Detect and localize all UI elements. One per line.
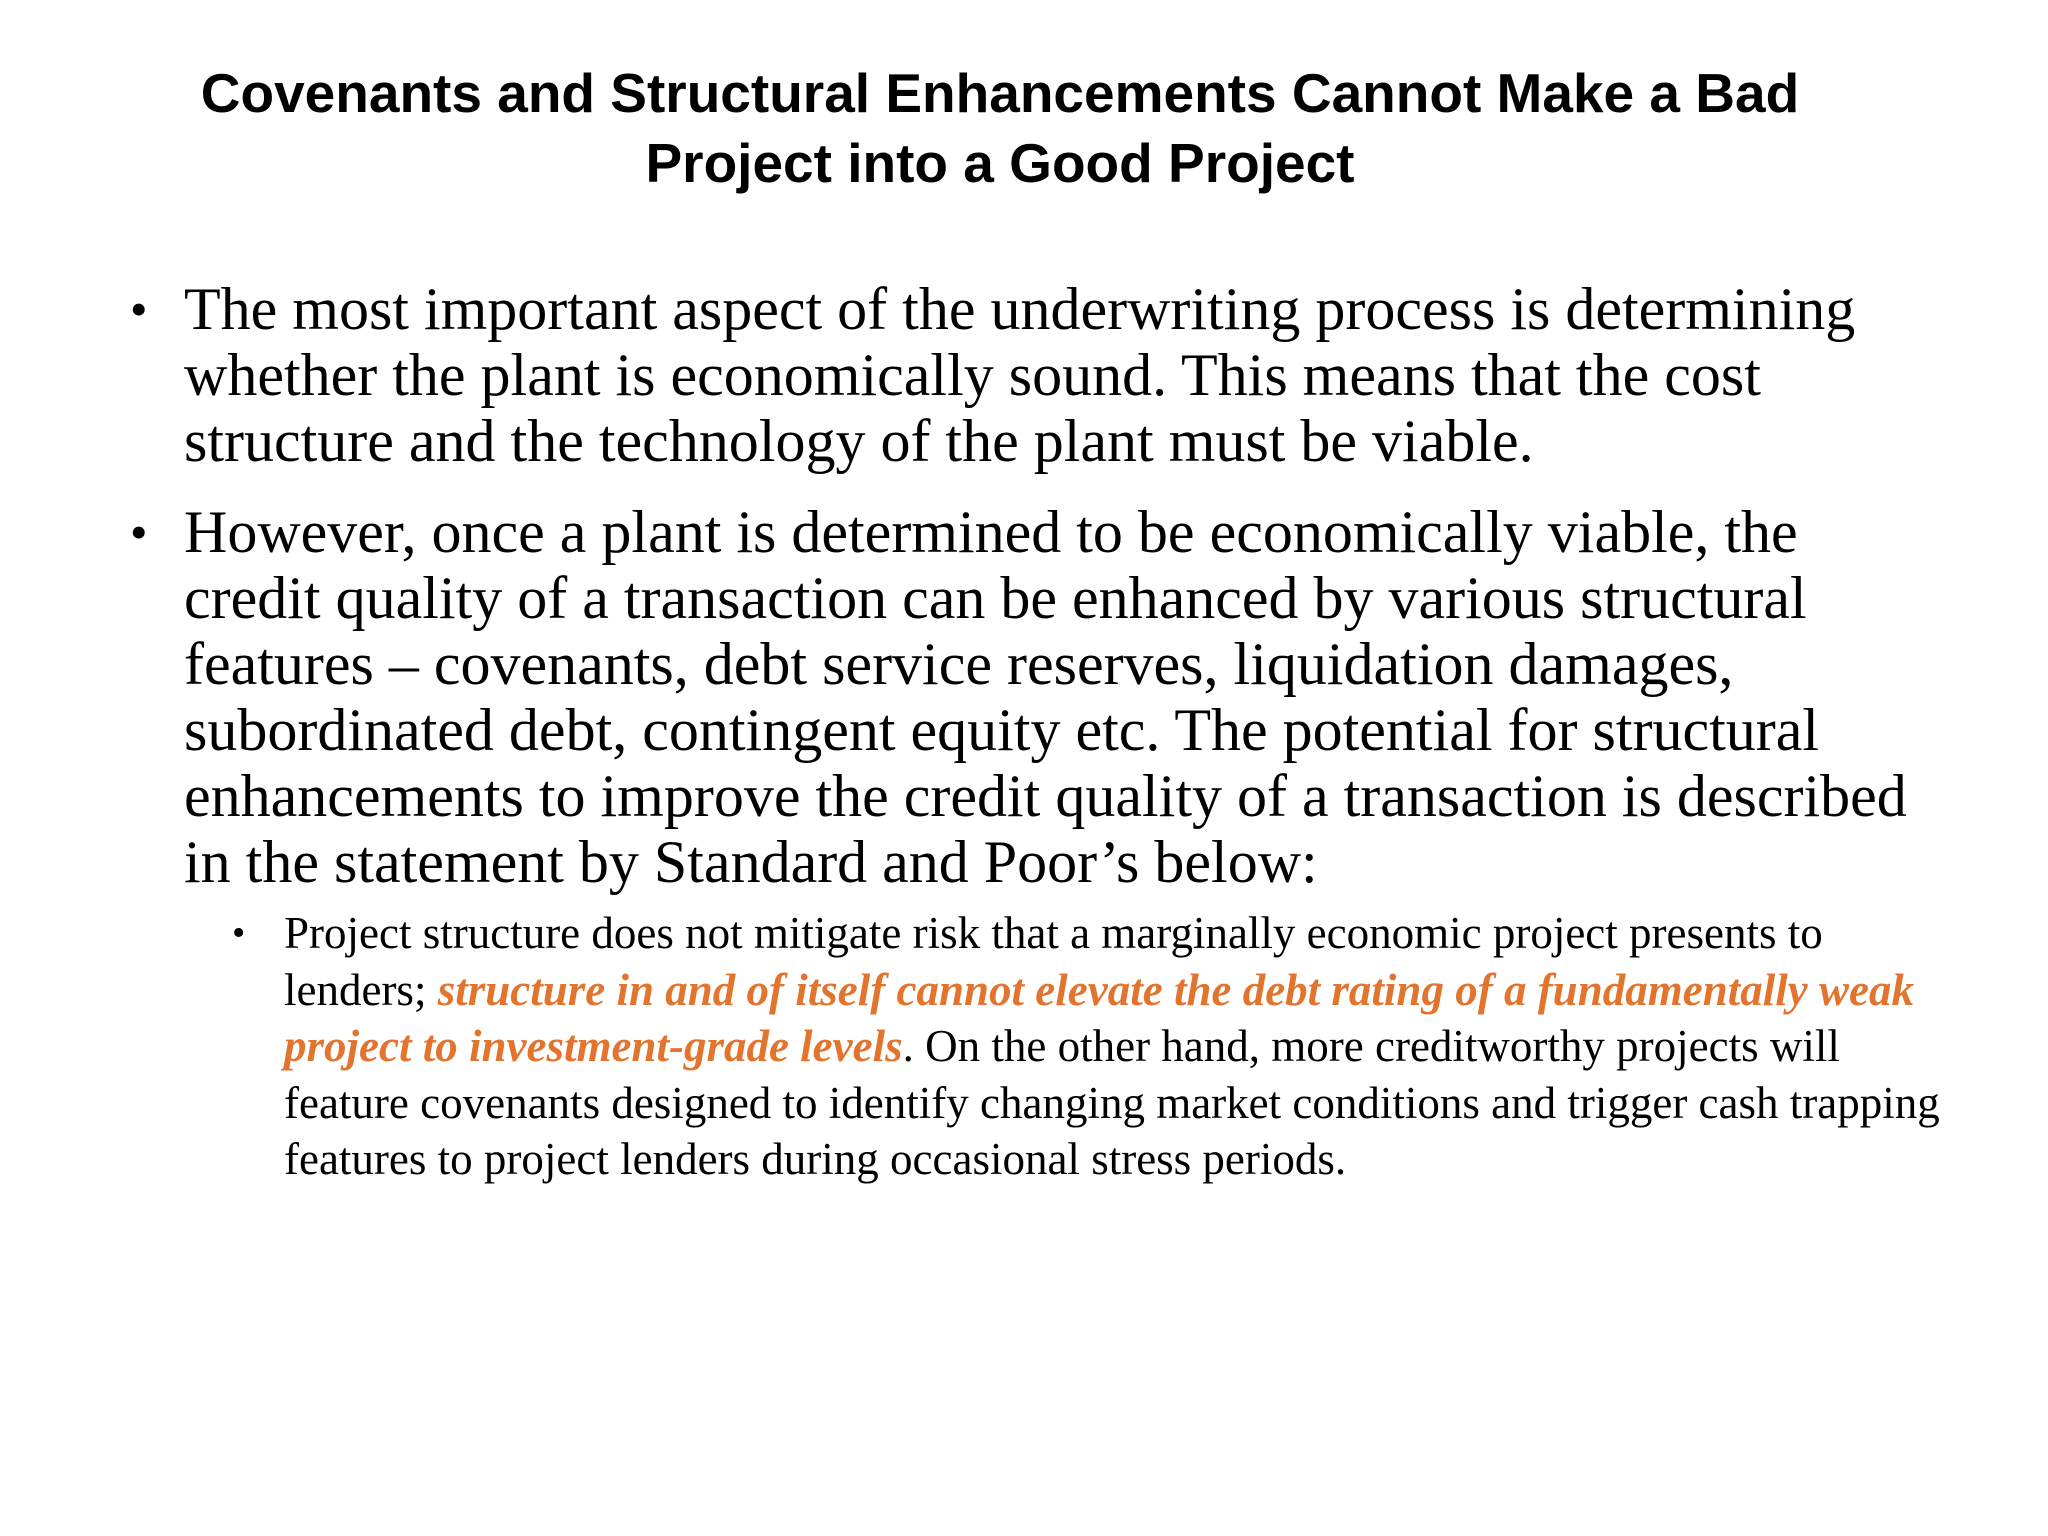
bullet-item — [126, 276, 1946, 474]
sub-bullet-text-before: Project structure does not mitigate risk that a marginally economic project presents to lenders; — [284, 908, 1823, 1015]
sub-bullet-list — [184, 905, 1946, 1188]
sub-bullet-dot-icon: • — [232, 912, 246, 954]
bullet-text: However, once a plant is determined to be economically viable, the credit quality of a transaction can be enhanced by various structural features – covenants, debt service reserves, liquidation damages, subordinated debt, contingent equity etc. The potential for structural enhancements to improve the credit quality of a transaction is described in the statement by Standard and Poor’s below: — [184, 499, 1907, 895]
bullet-dot-icon: • — [130, 504, 148, 560]
title-line-2: Project into a Good Project — [645, 132, 1355, 194]
title-line-1: Covenants and Structural Enhancements Cannot Make a Bad — [200, 62, 1800, 124]
sub-bullet-text-after: . On the other hand, more creditworthy projects will feature covenants designed to identify changing market conditions and trigger cash trapping features to project lenders during occasional stress periods. — [284, 1021, 1940, 1184]
bullet-list — [126, 276, 1946, 1213]
slide-title — [110, 58, 1890, 198]
bullet-text: The most important aspect of the underwriting process is determining whether the plant is economically sound. This means that the cost structure and the technology of the plant must be viable. — [184, 276, 1856, 474]
bullet-item — [126, 499, 1946, 1188]
sub-bullet-item — [226, 905, 1944, 1188]
sp-quote-highlight: structure in and of itself cannot elevate the debt rating of a fundamentally weak project to investment-grade levels — [284, 964, 1914, 1071]
bullet-dot-icon: • — [130, 281, 148, 337]
